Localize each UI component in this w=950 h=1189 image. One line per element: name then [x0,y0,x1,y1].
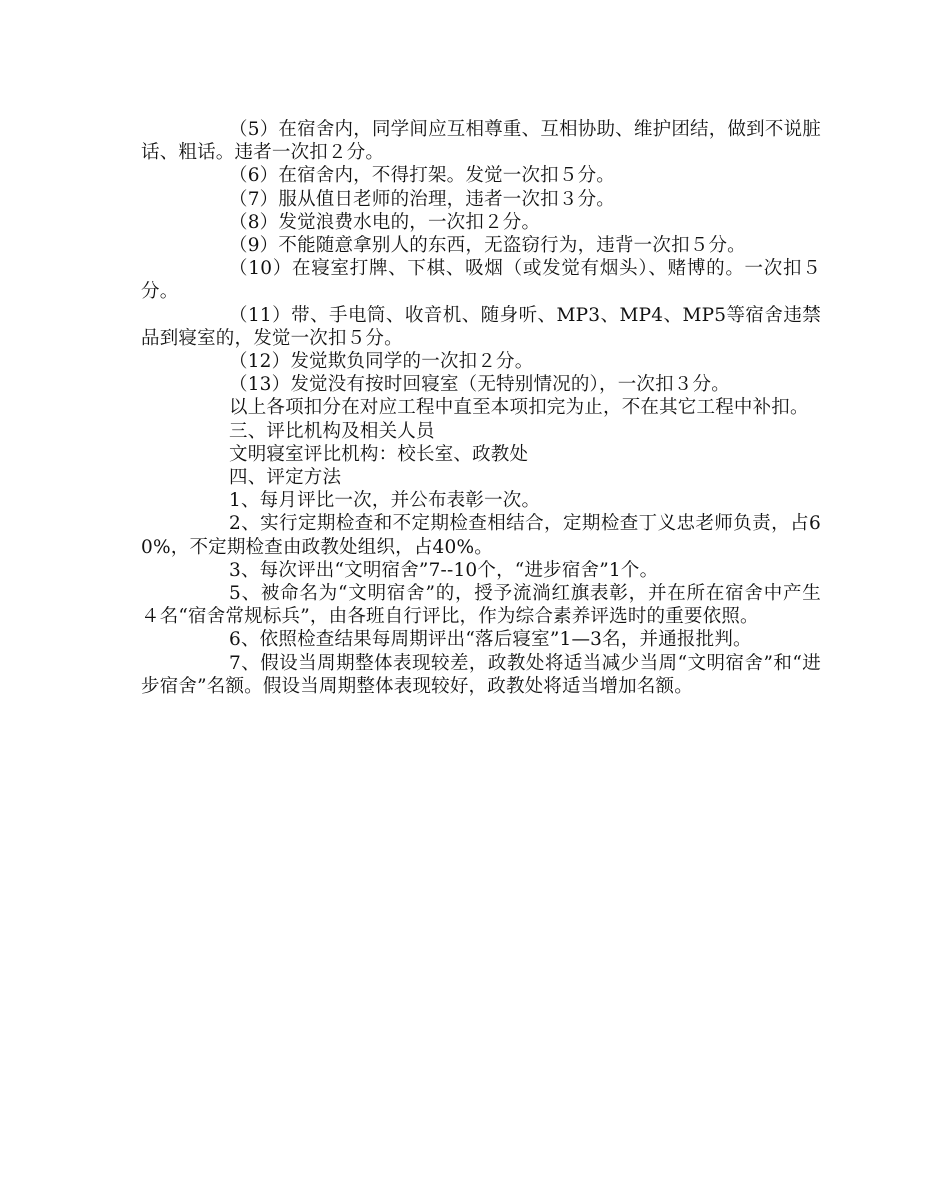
rule-item-12: （12）发觉欺负同学的一次扣２分。 [229,351,534,373]
method-item-1: 1、每月评比一次，并公布表彰一次。 [229,490,541,512]
method-item-7: 7、假设当周期整体表现较差，政教处将适当减少当周“文明宿舍”和“进步宿舍”名额。假设当周期整体表现较好，政教处将适当增加名额。 [141,652,821,697]
method-item-6: 6、依照检查结果每周期评出“落后寝室”1—3名，并通报批判。 [229,629,752,651]
rule-item-5: （5）在宿舍内，同学间应互相尊重、互相协助、维护团结，做到不说脏话、粗话。违者一次扣２分。 [141,119,821,164]
section-heading-4: 四、评定方法 [229,467,342,489]
method-item-5: 5、被命名为“文明宿舍”的，授予流淌红旗表彰，并在所在宿舍中产生４名“宿舍常规标兵”，由各班自行评比，作为综合素养评选时的重要依照。 [141,583,821,628]
section-heading-3: 三、评比机构及相关人员 [229,420,435,442]
rule-item-6: （6）在宿舍内，不得打架。发觉一次扣５分。 [229,165,615,187]
evaluation-body: 文明寝室评比机构：校长室、政教处 [229,443,529,465]
rule-item-10: （10）在寝室打牌、下棋、吸烟（或发觉有烟头）、赌博的。一次扣５分。 [141,258,821,303]
rule-item-8: （8）发觉浪费水电的，一次扣２分。 [229,211,541,233]
rule-item-13: （13）发觉没有按时回寝室（无特别情况的），一次扣３分。 [229,374,730,396]
document-body [141,118,821,698]
rule-item-9: （9）不能随意拿别人的东西，无盗窃行为，违背一次扣５分。 [229,235,746,257]
rule-item-7: （7）服从值日老师的治理，违者一次扣３分。 [229,188,615,210]
rule-item-11: （11）带、手电筒、收音机、随身听、MP3、MP4、MP5等宿舍违禁品到寝室的，发觉一次扣５分。 [141,304,821,349]
deduction-note: 以上各项扣分在对应工程中直至本项扣完为止，不在其它工程中补扣。 [229,397,809,419]
method-item-3: 3、每次评出“文明宿舍”7--10个，“进步宿舍”1个。 [229,559,659,581]
method-item-2: 2、实行定期检查和不定期检查相结合，定期检查丁义忠老师负责，占60%，不定期检查由政教处组织，占40%。 [141,513,821,558]
